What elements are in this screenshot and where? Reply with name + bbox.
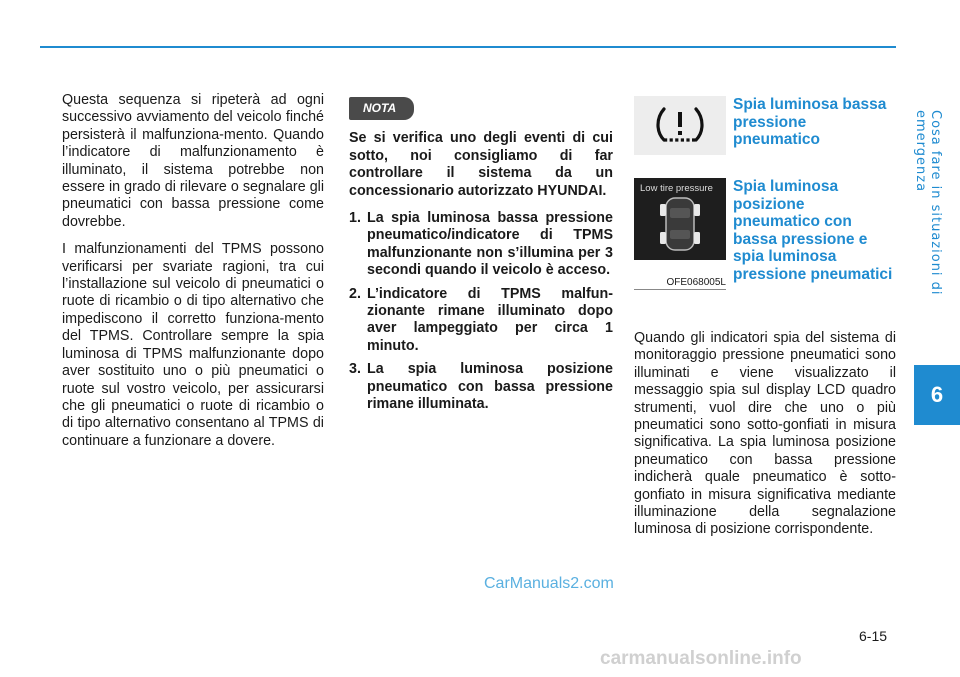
image-caption: OFE068005L (634, 277, 726, 290)
list-item-text: La spia luminosa bassa pressione pneumatico/indicatore di TPMS malfunzionante non s’illumina per 3 secondi quando il veicolo è acceso. (367, 210, 613, 279)
list-item-number: 2. (349, 285, 361, 302)
heading-tire-position-light: Spia luminosa posizione pneumatico con bassa pressione e spia luminosa pressione pneumatici (733, 178, 893, 283)
watermark-bottom[interactable]: carmanualsonline.info (600, 648, 802, 669)
chapter-title: Cosa fare in situazioni di emergenza (913, 110, 943, 296)
chapter-number-tab[interactable]: 6 (914, 365, 960, 425)
list-item (349, 361, 613, 413)
list-item-number: 3. (349, 361, 361, 378)
header-rule (40, 46, 896, 48)
lcd-display-image (634, 178, 726, 260)
low-tire-pressure-warning-icon (634, 96, 726, 155)
list-item-text: La spia luminosa posizione pneumatico con bassa pressione rimane illuminata. (367, 361, 613, 413)
paragraph-2: I malfunzionamenti del TPMS possono verificarsi per svariate ragioni, tra cui l’installazione sul veicolo di pneumatici o ruote di ricambio o di tipo alternativo che impediscono il corretto funziona-mento del TPMS. Controllare sempre la spia luminosa di TPMS malfunzionante dopo aver sostituito uno o più pneumatici o ruote sul vostro veicolo, per assicurarsi che gli pneumatici o ruote di ricambio o di tipo alternativo consentano al TPMS di continuare a funzionare a dovere. (62, 241, 324, 449)
car-tire-position-icon (634, 178, 726, 260)
list-item (349, 210, 613, 280)
list-item-number: 1. (349, 210, 361, 227)
nota-badge: NOTA (349, 97, 414, 120)
page-number: 6-15 (859, 628, 888, 644)
lcd-message: Low tire pressure (640, 183, 713, 194)
heading-low-pressure-light: Spia luminosa bassa pressione pneumatico (733, 96, 887, 148)
column-3-body: Quando gli indicatori spia del sistema di monitoraggio pressione pneumatici sono illuminati e viene visualizzato il messaggio spia sul display LCD quadro strumenti, vuol dire che uno o più pneumatici sono sotto-gonfiati in misura significativa. La spia luminosa posizione pneumatico con bassa pressione indicherà quale pneumatico è sotto-gonfiato in misura significativa mediante illuminazione della segnalazione luminosa di posizione corrispondente. (634, 330, 896, 538)
column-2 (349, 97, 613, 420)
column-1 (62, 92, 324, 460)
nota-intro: Se si verifica uno degli eventi di cui sotto, noi consigliamo di far controllare il sistema da un concessionario autorizzato HYUNDAI. (349, 130, 613, 199)
list-item-text: L’indicatore di TPMS malfun-zionante rimane illuminato dopo aver lampeggiato per circa 1 minuto. (367, 285, 613, 354)
watermark-center[interactable]: CarManuals2.com (484, 575, 614, 592)
paragraph-1: Questa sequenza si ripeterà ad ogni successivo avviamento del veicolo finché persisterà il malfunziona-mento. Quando l’indicatore di malfunzionamento è illuminato, il sistema potrebbe non essere in grado di rilevare o segnalare gli pneumatici con bassa pressione come dovrebbe. (62, 92, 324, 230)
nota-list (349, 210, 613, 413)
list-item (349, 286, 613, 356)
